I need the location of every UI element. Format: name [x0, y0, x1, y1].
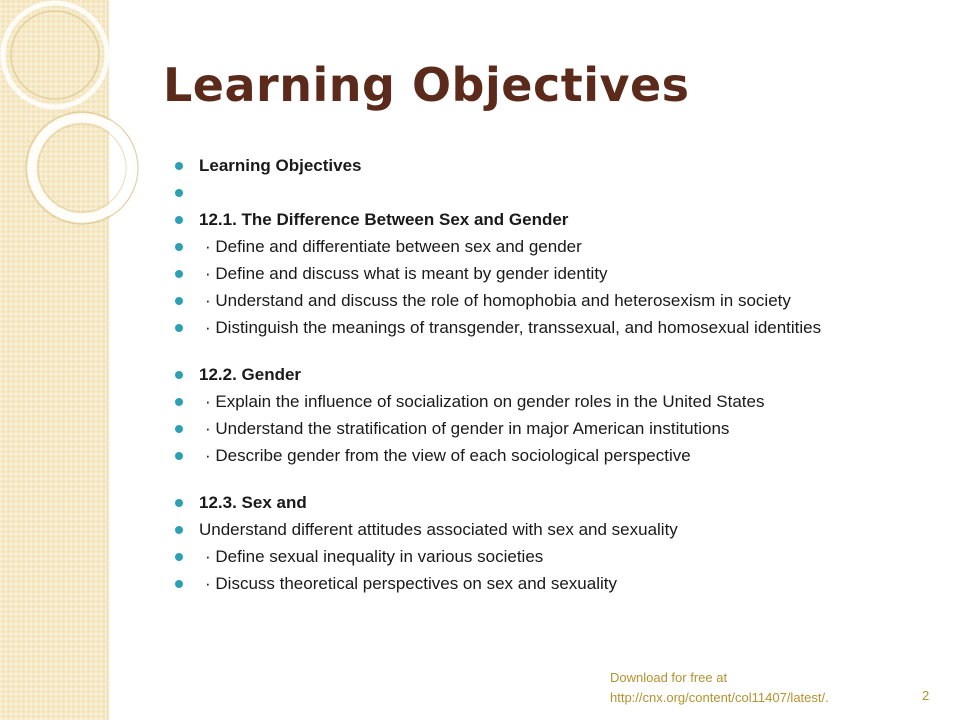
bullet-item: [175, 543, 935, 570]
bullet-text: Understand different attitudes associated with sex and sexuality: [199, 520, 678, 539]
bullet-item: [175, 206, 935, 233]
bullet-text: · Discuss theoretical perspectives on sex and sexuality: [205, 574, 617, 593]
decorative-side-band: [0, 0, 108, 720]
bullet-text: Learning Objectives: [199, 156, 362, 175]
bullet-text: · Describe gender from the view of each sociological perspective: [205, 446, 691, 465]
bullet-item: [175, 152, 935, 179]
bullet-dot-icon: [175, 425, 183, 433]
bullet-text: · Understand and discuss the role of homophobia and heterosexism in society: [205, 291, 791, 310]
bullet-text: · Understand the stratification of gender in major American institutions: [205, 419, 730, 438]
slide-title: Learning Objectives: [163, 58, 690, 112]
footer-source: [610, 668, 910, 708]
bullet-item: [175, 442, 935, 469]
bullet-dot-icon: [175, 553, 183, 561]
bullet-item: [175, 388, 935, 415]
bullet-dot-icon: [175, 499, 183, 507]
bullet-dot-icon: [175, 580, 183, 588]
bullet-dot-icon: [175, 162, 183, 170]
bullet-item: [175, 361, 935, 388]
bullet-dot-icon: [175, 243, 183, 251]
footer-line-2: http://cnx.org/content/col11407/latest/.: [610, 690, 829, 705]
bullet-item: [175, 314, 935, 341]
bullet-item: [175, 260, 935, 287]
bullet-dot-icon: [175, 297, 183, 305]
bullet-dot-icon: [175, 189, 183, 197]
bullet-text: 12.2. Gender: [199, 365, 302, 384]
bullet-item: [175, 489, 935, 516]
bullet-dot-icon: [175, 398, 183, 406]
bullet-item: [175, 516, 935, 543]
bullet-text: 12.1. The Difference Between Sex and Gender: [199, 210, 569, 229]
bullet-list: [175, 152, 935, 597]
bullet-text: · Explain the influence of socialization on gender roles in the United States: [205, 392, 765, 411]
bullet-dot-icon: [175, 452, 183, 460]
bullet-text: · Define and discuss what is meant by gender identity: [205, 264, 608, 283]
footer-line-1: Download for free at: [610, 670, 728, 685]
bullet-dot-icon: [175, 371, 183, 379]
bullet-text: · Distinguish the meanings of transgender, transsexual, and homosexual identities: [205, 318, 822, 337]
bullet-item: [175, 287, 935, 314]
bullet-item: [175, 179, 935, 206]
bullet-item: [175, 415, 935, 442]
bullet-dot-icon: [175, 270, 183, 278]
bullet-text: · Define sexual inequality in various societies: [205, 547, 544, 566]
bullet-dot-icon: [175, 216, 183, 224]
bullet-item: [175, 570, 935, 597]
side-band-edge: [107, 0, 110, 720]
bullet-item: [175, 233, 935, 260]
page-number: 2: [922, 688, 930, 703]
bullet-dot-icon: [175, 526, 183, 534]
bullet-text: · Define and differentiate between sex and gender: [205, 237, 582, 256]
bullet-dot-icon: [175, 324, 183, 332]
bullet-text: 12.3. Sex and: [199, 493, 307, 512]
